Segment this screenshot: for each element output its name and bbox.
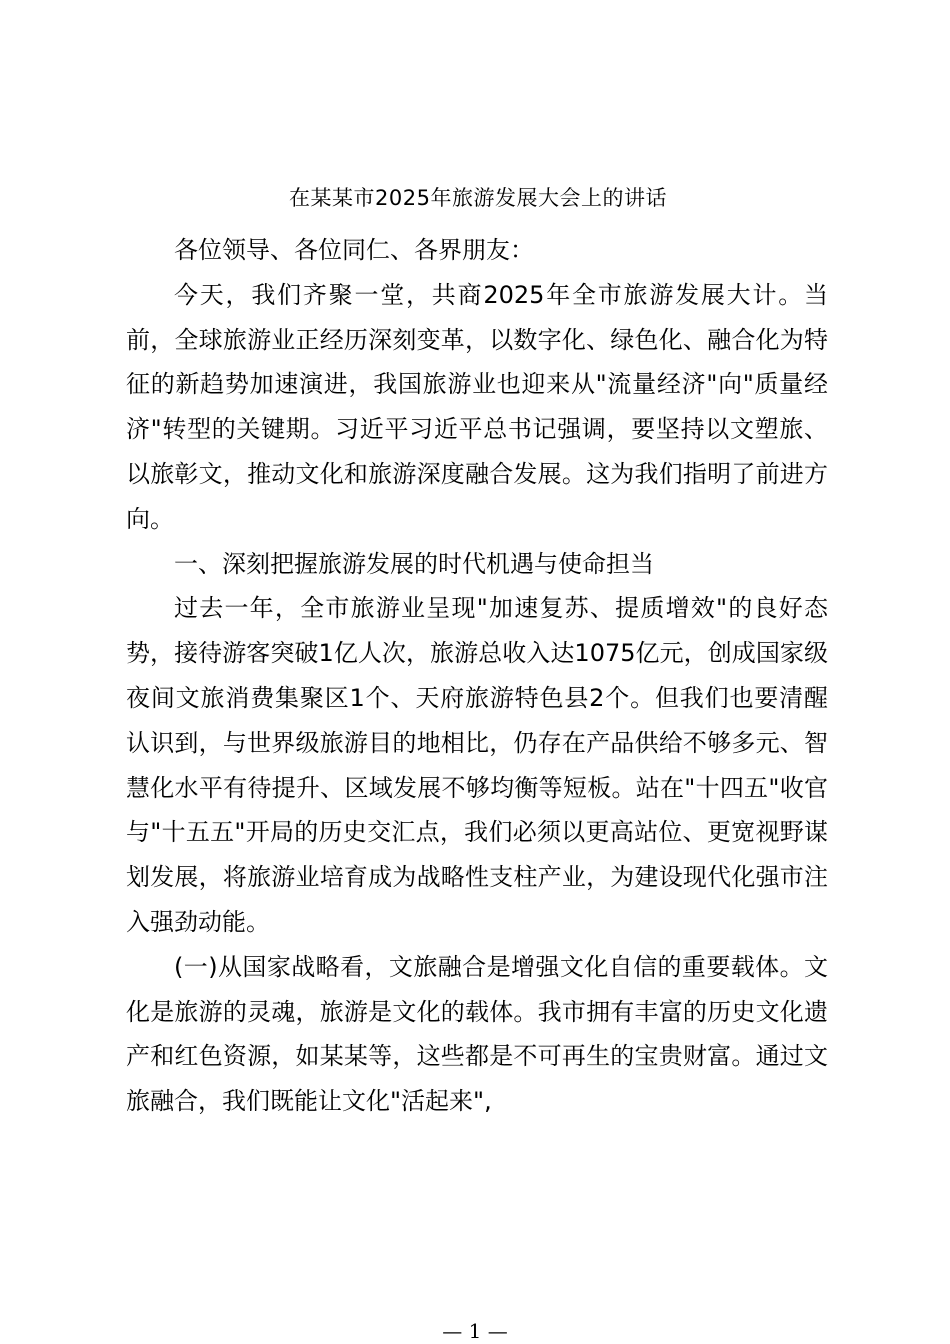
paragraph-intro: 今天，我们齐聚一堂，共商2025年全市旅游发展大计。当前，全球旅游业正经历深刻变革，以数字化、绿色化、融合化为特征的新趋势加速演进，我国旅游业也迎来从"流量经济"向"质量经济"转型的关键期。习近平习近平总书记强调，要坚持以文塑旅、以旅彰文，推动文化和旅游深度融合发展。这为我们指明了前进方向。 (126, 280, 828, 533)
salutation: 各位领导、各位同仁、各界朋友： (174, 236, 534, 264)
document-body (126, 228, 828, 1124)
document-title: 在某某市2025年旅游发展大会上的讲话 (289, 186, 667, 210)
page-number: — 1 — (442, 1319, 508, 1343)
section-heading-1: 一、深刻把握旅游发展的时代机遇与使命担当 (174, 549, 654, 578)
paragraph-review: 过去一年，全市旅游业呈现"加速复苏、提质增效"的良好态势，接待游客突破1亿人次，旅游总收入达1075亿元，创成国家级夜间文旅消费集聚区1个、天府旅游特色县2个。但我们也要清醒认识到，与世界级旅游目的地相比，仍存在产品供给不够多元、智慧化水平有待提升、区域发展不够均衡等短板。站在"十四五"收官与"十五五"开局的历史交汇点，我们必须以更高站位、更宽视野谋划发展，将旅游业培育成为战略性支柱产业，为建设现代化强市注入强劲动能。 (126, 594, 828, 936)
paragraph-subsection-1: (一)从国家战略看，文旅融合是增强文化自信的重要载体。文化是旅游的灵魂，旅游是文化的载体。我市拥有丰富的历史文化遗产和红色资源，如某某等，这些都是不可再生的宝贵财富。通过文旅融合，我们既能让文化"活起来", (126, 952, 828, 1116)
